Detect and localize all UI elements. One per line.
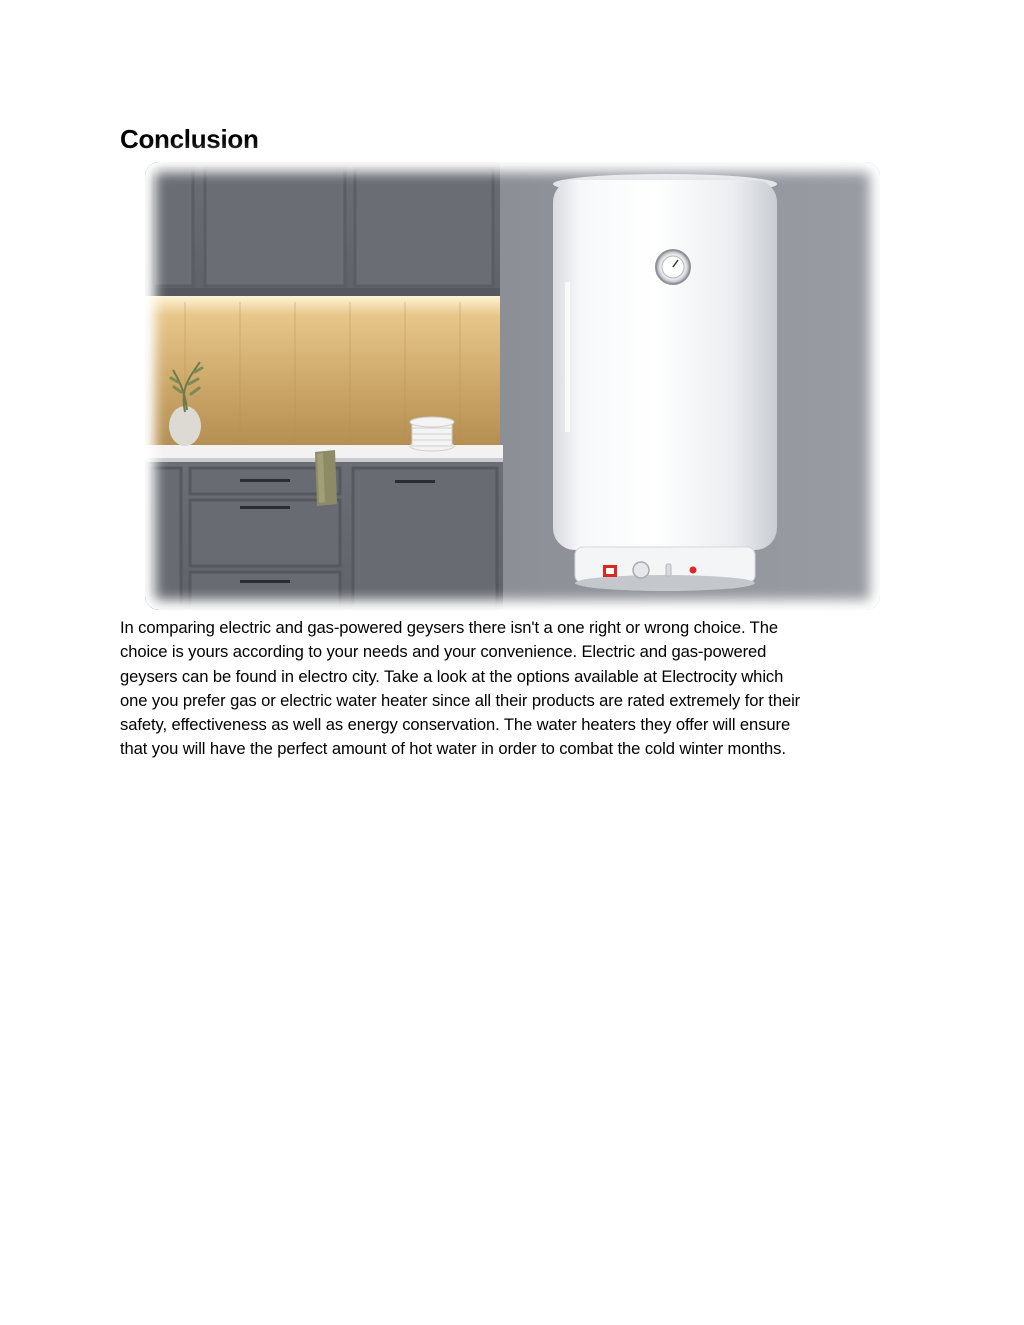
paragraph-line: one you prefer gas or electric water heater since all their products are rated extremely for their [120,690,801,710]
section-heading: Conclusion [120,124,259,154]
photo-illustration [145,162,880,610]
paragraph-line: safety, effectiveness as well as energy conservation. The water heaters they offer will ensure [120,715,791,735]
paragraph-line: In comparing electric and gas-powered geysers there isn't a one right or wrong choice. The [120,618,778,637]
paragraph-line: geysers can be found in electro city. Take a look at the options available at Electrocity which [120,666,784,686]
paragraph-line: choice is yours according to your needs and your convenience. Electric and gas-powered [120,642,767,662]
water-heater-kitchen-photo [145,162,880,610]
paragraph-line: that you will have the perfect amount of hot water in order to combat the cold winter months. [120,739,786,759]
conclusion-paragraph [120,616,910,762]
